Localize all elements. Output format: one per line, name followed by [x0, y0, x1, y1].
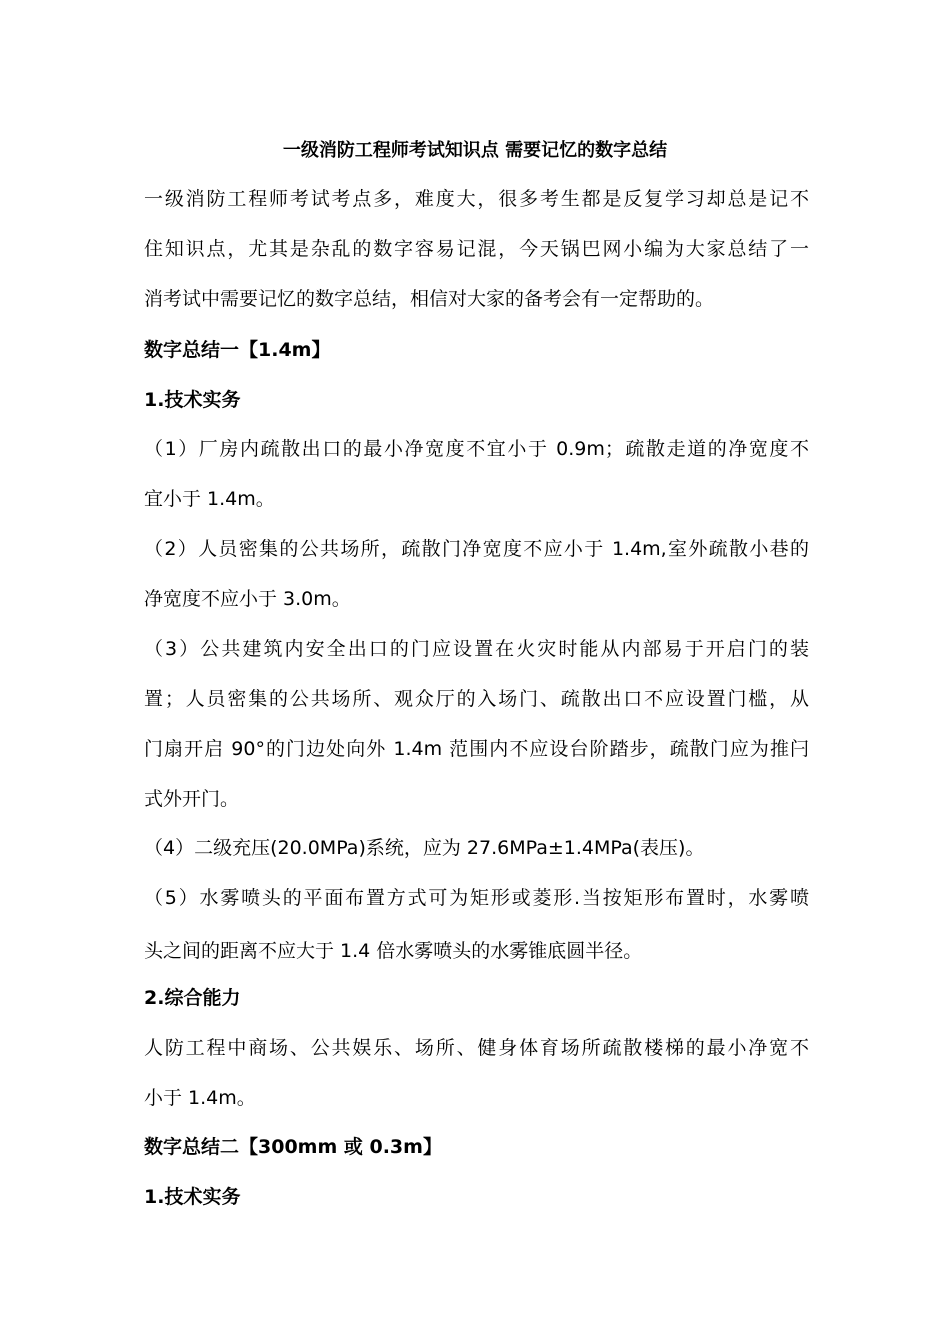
sub2-line-2: 小于 1.4m。 — [144, 1087, 256, 1109]
item3-line-4: 式外开门。 — [144, 788, 240, 810]
item3-line-2: 置；人员密集的公共场所、观众厅的入场门、疏散出口不应设置门槛，从 — [144, 688, 809, 710]
item1-line-1: （1）厂房内疏散出口的最小净宽度不宜小于 0.9m；疏散走道的净宽度不 — [144, 438, 809, 460]
intro-line-2: 住知识点，尤其是杂乱的数字容易记混，今天锅巴网小编为大家总结了一 — [144, 238, 809, 260]
item4-line-1: （4）二级充压(20.0MPa)系统，应为 27.6MPa±1.4MPa(表压)。 — [144, 837, 705, 859]
intro-line-3: 消考试中需要记忆的数字总结，相信对大家的备考会有一定帮助的。 — [144, 288, 715, 310]
item5-line-1: （5）水雾喷头的平面布置方式可为矩形或菱形.当按矩形布置时，水雾喷 — [144, 887, 809, 909]
item3-line-3: 门扇开启 90°的门边处向外 1.4m 范围内不应设台阶踏步，疏散门应为推闩 — [144, 738, 809, 760]
section1-sub1-heading: 1.技术实务 — [144, 389, 241, 411]
item1-line-2: 宜小于 1.4m。 — [144, 488, 275, 510]
sub2-line-1: 人防工程中商场、公共娱乐、场所、健身体育场所疏散楼梯的最小净宽不 — [144, 1037, 809, 1059]
item2-line-1: （2）人员密集的公共场所，疏散门净宽度不应小于 1.4m,室外疏散小巷的 — [144, 538, 809, 560]
section1-sub2-heading: 2.综合能力 — [144, 987, 241, 1009]
item5-line-2: 头之间的距离不应大于 1.4 倍水雾喷头的水雾锥底圆半径。 — [144, 940, 643, 962]
intro-line-1: 一级消防工程师考试考点多，难度大，很多考生都是反复学习却总是记不 — [144, 188, 809, 210]
section1-heading: 数字总结一【1.4m】 — [144, 339, 331, 361]
section2-sub1-heading: 1.技术实务 — [144, 1186, 241, 1208]
item3-line-1: （3）公共建筑内安全出口的门应设置在火灾时能从内部易于开启门的装 — [144, 638, 809, 660]
section2-heading: 数字总结二【300mm 或 0.3m】 — [144, 1136, 442, 1158]
document-title: 一级消防工程师考试知识点 需要记忆的数字总结 — [282, 140, 668, 161]
item2-line-2: 净宽度不应小于 3.0m。 — [144, 588, 351, 610]
